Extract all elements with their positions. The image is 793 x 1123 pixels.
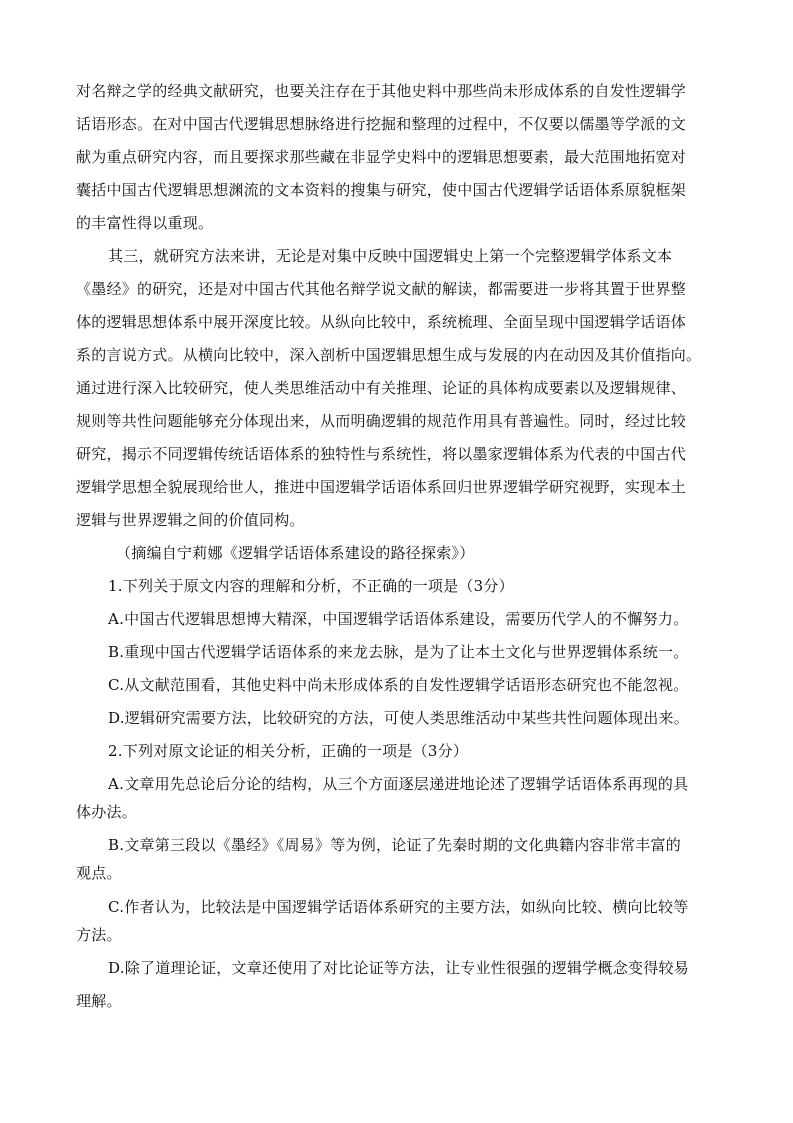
body-text-line: 研究，揭示不同逻辑传统话语体系的独特性与系统性，将以墨家逻辑体系为代表的中国古代 xyxy=(76,445,687,463)
question-1-option-c: C.从文献范围看，其他史料中尚未形成体系的自发性逻辑学话语形态研究也不能忽视。 xyxy=(108,676,689,694)
body-text-line: 系的言说方式。从横向比较中，深入剖析中国逻辑思想生成与发展的内在动因及其价值指向。 xyxy=(76,346,702,364)
question-1-option-d: D.逻辑研究需要方法，比较研究的方法，可使人类思维活动中某些共性问题体现出来。 xyxy=(108,709,690,727)
question-2-option-c: C.作者认为，比较法是中国逻辑学话语体系研究的主要方法，如纵向比较、横向比较等 xyxy=(108,898,689,916)
body-text-line: 逻辑学思想全貌展现给世人，推进中国逻辑学话语体系回归世界逻辑学研究视野，实现本土 xyxy=(76,478,687,496)
body-text-line: 体的逻辑思想体系中展开深度比较。从纵向比较中，系统梳理、全面呈现中国逻辑学话语体 xyxy=(76,313,687,331)
body-text-line: 囊括中国古代逻辑思想渊流的文本资料的搜集与研究，使中国古代逻辑学话语体系原貌框架 xyxy=(76,181,687,199)
body-text-line: 规则等共性问题能够充分体现出来，从而明确逻辑的规范作用具有普遍性。同时，经过比较 xyxy=(76,412,687,430)
question-2-option-a-cont: 体办法。 xyxy=(76,803,138,821)
body-text-line: 通过进行深入比较研究，使人类思维活动中有关推理、论证的具体构成要素以及逻辑规律、 xyxy=(76,379,687,397)
question-2-option-c-cont: 方法。 xyxy=(76,926,122,944)
question-2-option-b-cont: 观点。 xyxy=(76,864,122,882)
body-text-line: 对名辩之学的经典文献研究，也要关注存在于其他史料中那些尚未形成体系的自发性逻辑学 xyxy=(76,82,687,100)
question-1-option-a: A.中国古代逻辑思想博大精深，中国逻辑学话语体系建设，需要历代学人的不懈努力。 xyxy=(108,610,689,628)
body-text-line: 《墨经》的研究，还是对中国古代其他名辩学说文献的解读，都需要进一步将其置于世界整 xyxy=(76,280,687,298)
body-text-line: 逻辑与世界逻辑之间的价值同构。 xyxy=(76,511,305,529)
body-text-line: 其三，就研究方法来讲，无论是对集中反映中国逻辑史上第一个完整逻辑学体系文本 xyxy=(108,247,673,265)
body-text-line: 话语形态。在对中国古代逻辑思想脉络进行挖掘和整理的过程中，不仅要以儒墨等学派的文 xyxy=(76,115,687,133)
question-2-option-d: D.除了道理论证，文章还使用了对比论证等方法，让专业性很强的逻辑学概念变得较易 xyxy=(108,959,690,977)
question-2-stem: 2.下列对原文论证的相关分析，正确的一项是（3分） xyxy=(108,742,469,760)
body-text-line: 的丰富性得以重现。 xyxy=(76,214,214,232)
question-1-stem: 1.下列关于原文内容的理解和分析，不正确的一项是（3分） xyxy=(108,577,514,595)
question-2-option-b: B.文章第三段以《墨经》《周易》等为例，论证了先秦时期的文化典籍内容非常丰富的 xyxy=(108,836,682,854)
question-2-option-a: A.文章用先总论后分论的结构，从三个方面逐层递进地论述了逻辑学话语体系再现的具 xyxy=(108,775,689,793)
body-text-line: 献为重点研究内容，而且要探求那些藏在非显学史料中的逻辑思想要素，最大范围地拓宽对 xyxy=(76,148,687,166)
question-2-option-d-cont: 理解。 xyxy=(76,992,122,1010)
source-citation: （摘编自宁莉娜《逻辑学话语体系建设的路径探索》） xyxy=(116,544,475,562)
question-1-option-b: B.重现中国古代逻辑学话语体系的来龙去脉，是为了让本土文化与世界逻辑体系统一。 xyxy=(108,643,689,661)
